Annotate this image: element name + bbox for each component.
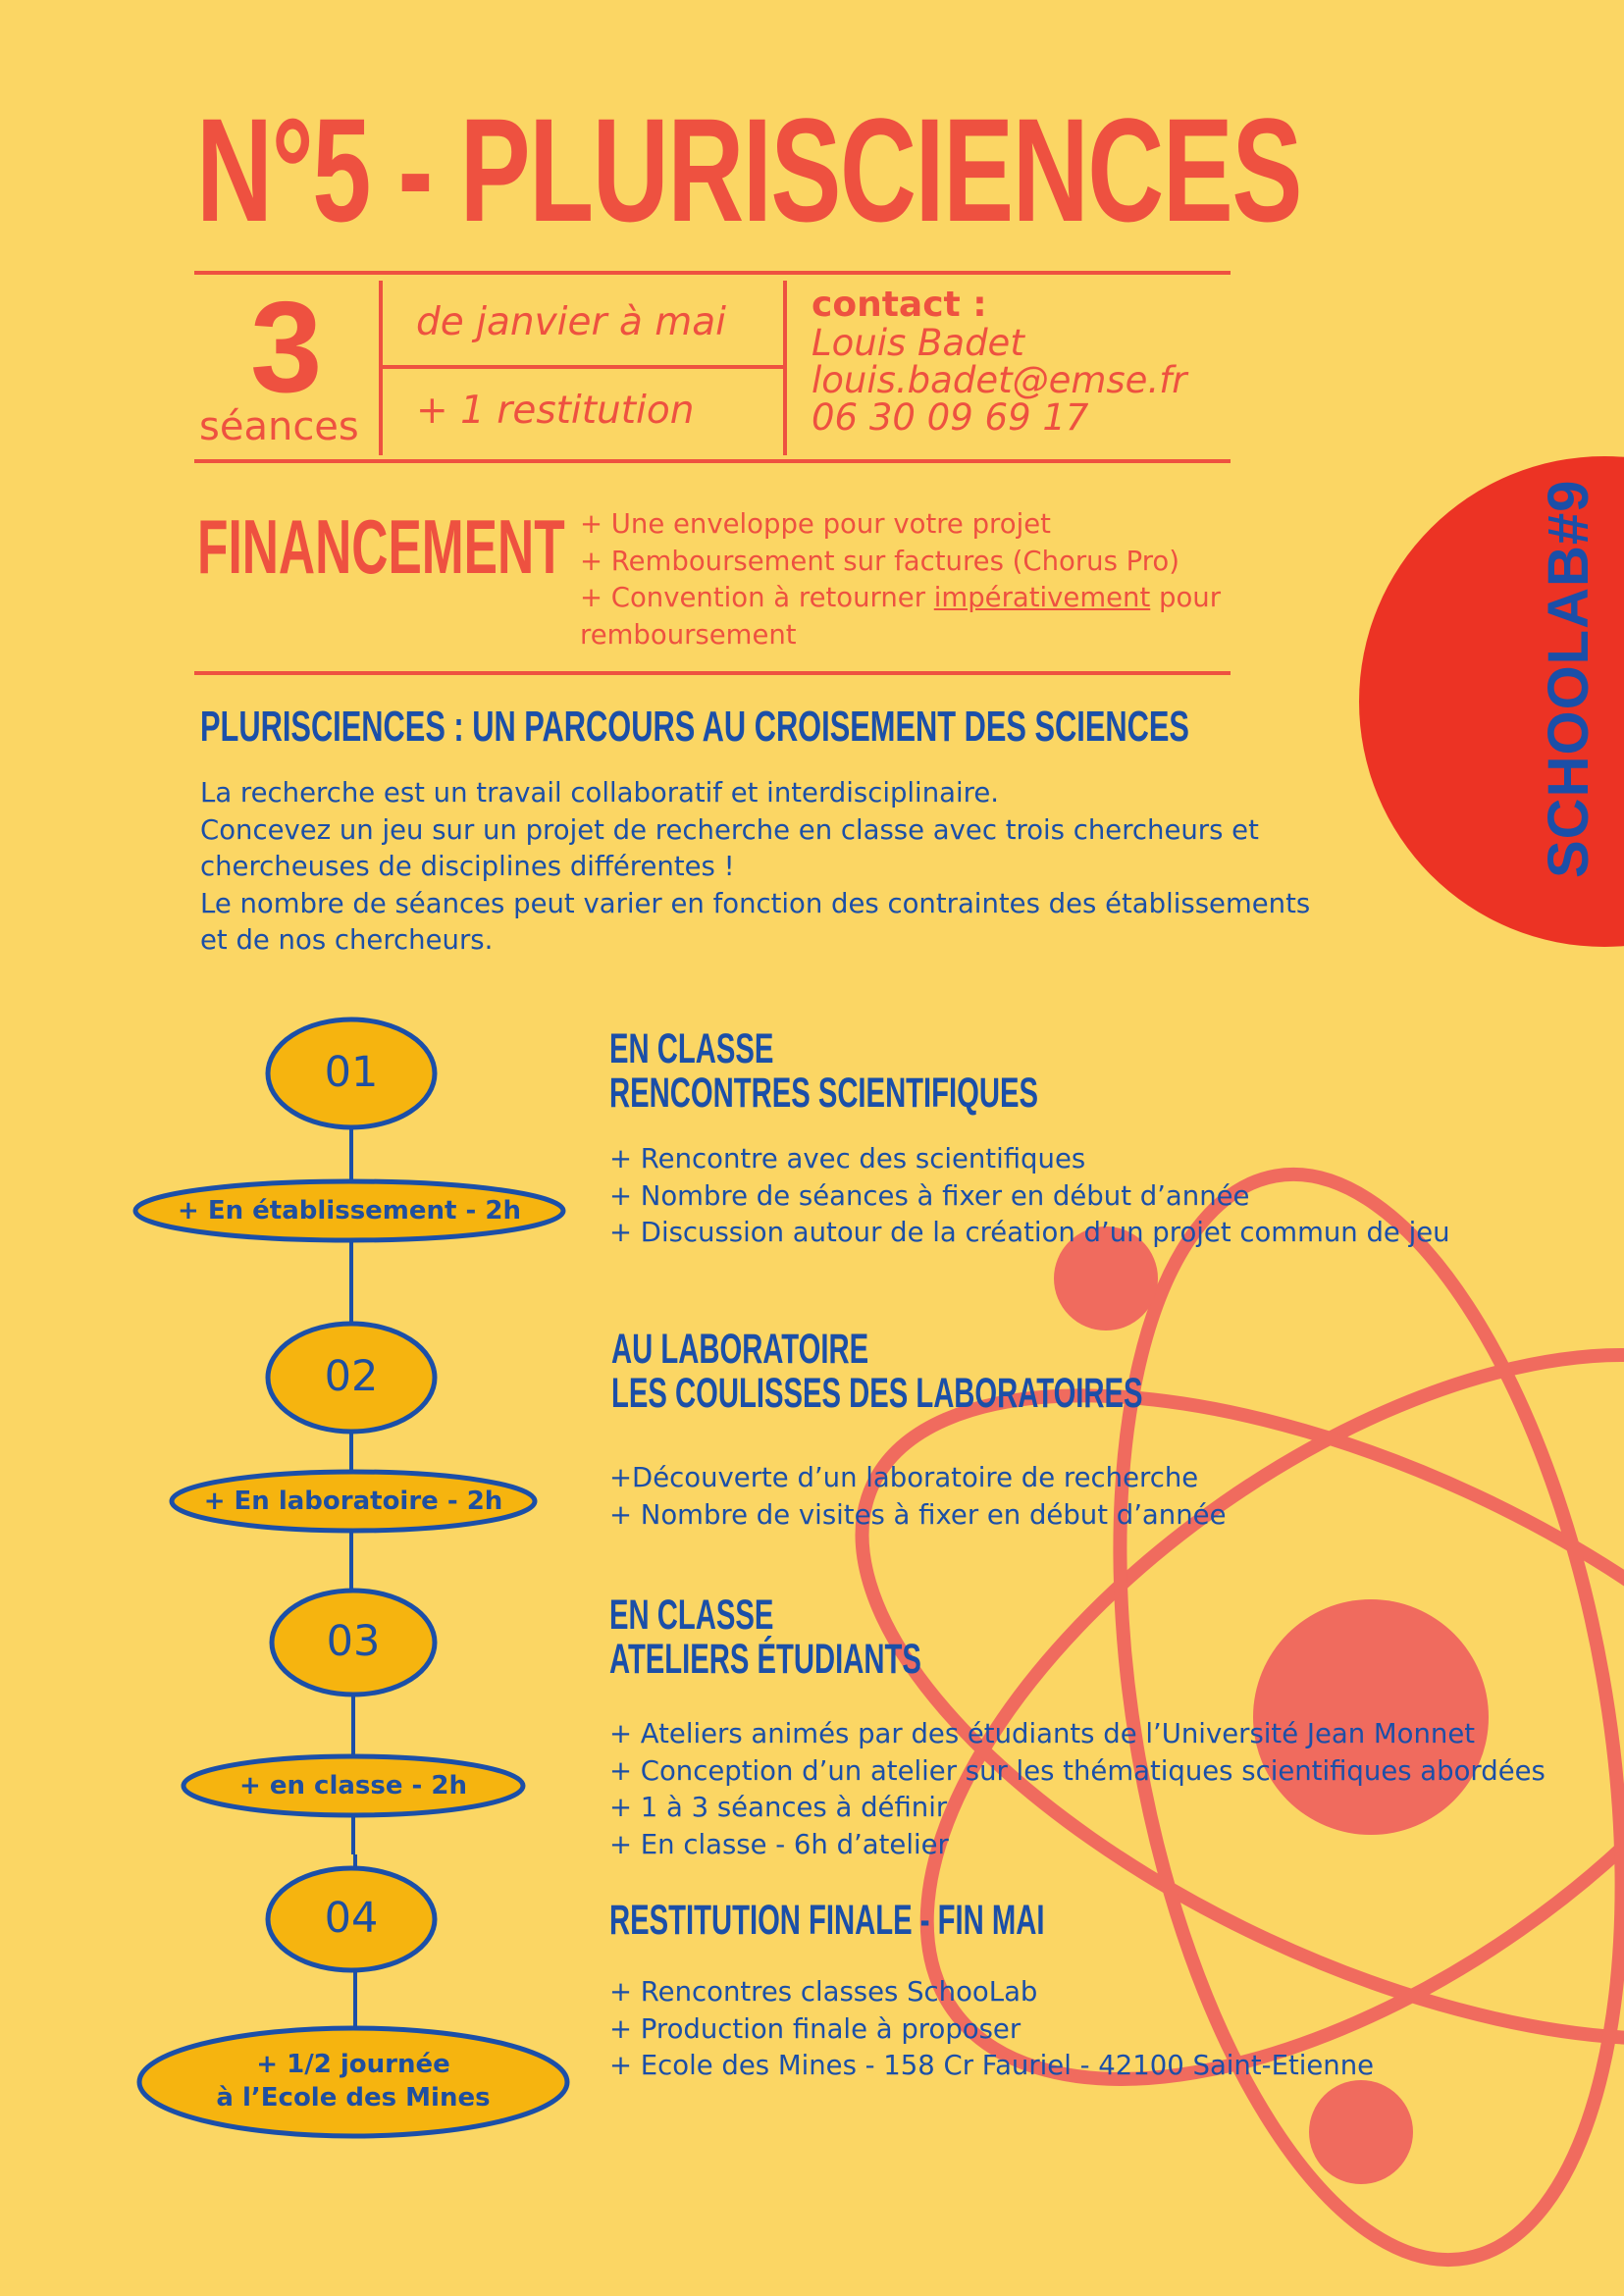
step-number: 02 (324, 1352, 379, 1401)
list-item: + Nombre de visites à fixer en début d’année (609, 1498, 1227, 1531)
step-list (609, 1460, 1227, 1534)
step-pill-label: + 1/2 journée à l’Ecole des Mines (216, 2050, 491, 2113)
contact-phone: 06 30 09 69 17 (812, 396, 1089, 439)
step-title: RENCONTRES SCIENTIFIQUES (609, 1070, 1039, 1117)
step-number: 01 (324, 1048, 379, 1097)
step-pill-label: + En établissement - 2h (178, 1196, 521, 1226)
list-item: + 1 à 3 séances à définir (609, 1792, 948, 1823)
step-title: LES COULISSES DES LABORATOIRES (611, 1370, 1143, 1417)
list-item: + Ateliers animés par des étudiants de l’Université Jean Monnet (609, 1718, 1476, 1749)
list-item: + Conception d’un atelier sur les thématiques scientifiques abordées (609, 1754, 1545, 1787)
period: de janvier à mai (416, 300, 726, 344)
step-list (609, 1716, 1545, 1863)
intro-line: et de nos chercheurs. (200, 924, 494, 956)
step-pill-label: + En laboratoire - 2h (203, 1487, 503, 1516)
list-item: +Découverte d’un laboratoire de recherche (609, 1462, 1199, 1493)
list-item: + En classe - 6h d’atelier (609, 1828, 949, 1860)
intro-line: chercheuses de disciplines différentes ! (200, 851, 735, 882)
intro-line: Concevez un jeu sur un projet de recherche en classe avec trois chercheurs et (200, 813, 1259, 846)
intro-line: La recherche est un travail collaboratif et interdisciplinaire. (200, 777, 999, 809)
restitution: + 1 restitution (416, 389, 695, 433)
list-item: + Ecole des Mines - 158 Cr Fauriel - 42100 Saint-Etienne (609, 2050, 1375, 2081)
step-title: ATELIERS ÉTUDIANTS (609, 1636, 921, 1683)
side-tab-label: SCHOOLAB#9 (1537, 479, 1600, 878)
page-title: N°5 - PLURISCIENCES (196, 87, 1302, 252)
step-number: 03 (326, 1617, 381, 1666)
list-item: + Convention à retourner impérativement pour (580, 582, 1222, 613)
list-item: + Remboursement sur factures (Chorus Pro) (580, 545, 1179, 577)
contact-name: Louis Badet (812, 322, 1024, 364)
list-item: + Discussion autour de la création d’un projet commun de jeu (609, 1217, 1450, 1248)
step-title: EN CLASSE (609, 1025, 774, 1072)
step-list (609, 1974, 1374, 2085)
seance-label: séances (199, 404, 359, 449)
list-item: + Rencontres classes SchooLab (609, 1976, 1038, 2008)
list-item: + Nombre de séances à fixer en début d’année (609, 1179, 1250, 1212)
section-title: PLURISCIENCES : UN PARCOURS AU CROISEMENT DES SCIENCES (200, 703, 1189, 751)
contact-label: contact : (812, 285, 987, 325)
list-item: + Production finale à proposer (609, 2012, 1022, 2045)
list-item: + Une enveloppe pour votre projet (580, 508, 1051, 540)
intro-line: Le nombre de séances peut varier en fonction des contraintes des établissements (200, 887, 1311, 919)
step-pill-label: + en classe - 2h (239, 1771, 467, 1800)
list-item: + Rencontre avec des scientifiques (609, 1143, 1086, 1174)
seance-count: 3 (250, 275, 323, 419)
step-title: EN CLASSE (609, 1592, 774, 1639)
step-number: 04 (324, 1894, 379, 1943)
step-title: RESTITUTION FINALE - FIN MAI (609, 1897, 1045, 1944)
step-title: AU LABORATOIRE (611, 1326, 869, 1373)
step-list (609, 1141, 1450, 1252)
list-item: remboursement (580, 618, 797, 651)
contact-email: louis.badet@emse.fr (812, 359, 1187, 401)
financement-title: FINANCEMENT (197, 503, 565, 590)
emphasis: impérativement (933, 582, 1151, 613)
